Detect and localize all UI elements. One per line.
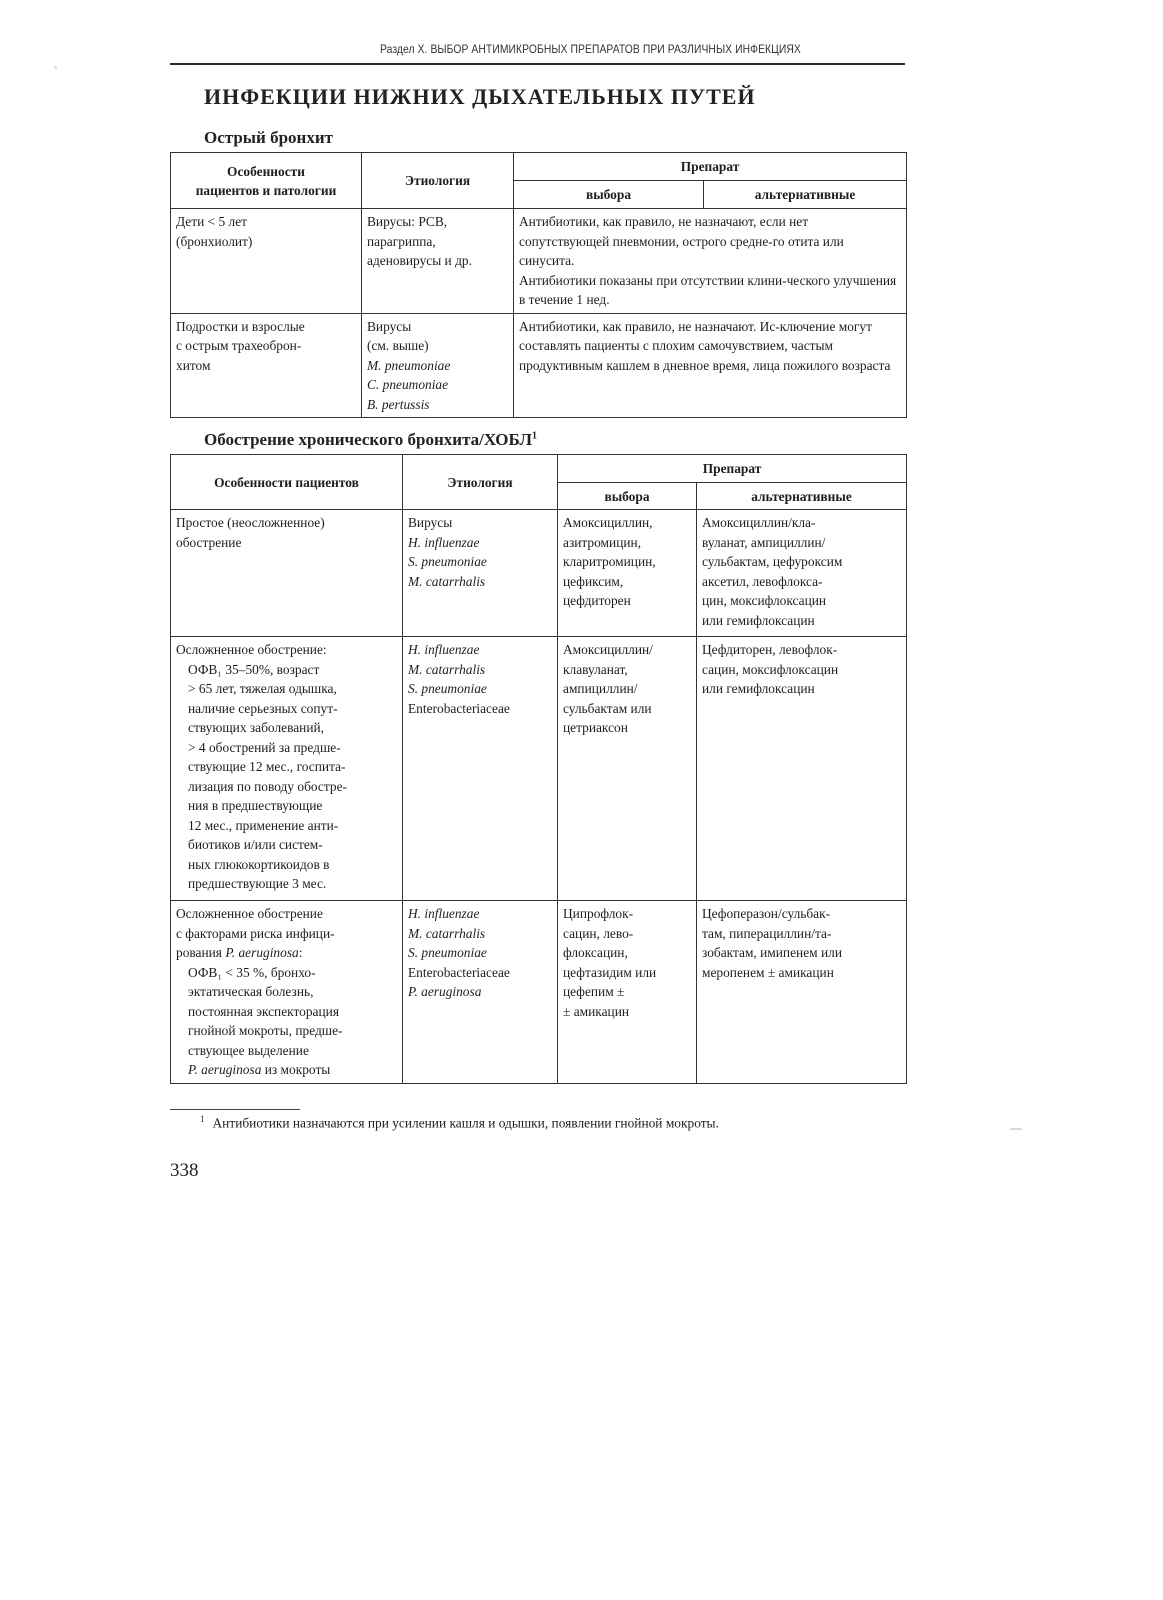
etiology-plain: Enterobacteriaceae <box>408 700 510 716</box>
features-last-organism: P. aeruginosa <box>188 1062 262 1077</box>
page-number: 338 <box>170 1160 199 1181</box>
cell-etiology <box>403 510 558 637</box>
header-alternative: альтернативные <box>697 483 907 510</box>
cell-drug: Антибиотики, как правило, не назначают, если нет сопутствующей пневмонии, острого средне-го отита или синусита. Антибиотики показаны при отсутствии клини-ческого улучшения в течение 1 нед. <box>514 209 907 314</box>
table-row <box>171 209 907 314</box>
section-title-copd-text: Обострение хронического бронхита/ХОБЛ <box>204 430 532 449</box>
table-row <box>171 313 907 418</box>
cell-features: Подростки и взрослые с острым трахеоброн- хитом <box>171 313 362 418</box>
copd-exacerbation-table <box>170 454 907 1084</box>
cell-etiology: Вирусы: РСВ, парагриппа, аденовирусы и др. <box>362 209 514 314</box>
etiology-organisms: H. influenzae S. pneumoniae M. catarrhalis <box>408 534 487 589</box>
cell-etiology <box>403 637 558 901</box>
cell-choice: Амоксициллин/ клавуланат, ампициллин/ сульбактам или цетриаксон <box>558 637 697 901</box>
features-lead-tail: : <box>298 945 303 960</box>
etiology-plain: Вирусы (см. выше) <box>367 318 429 353</box>
features-lead: Осложненное обострение: <box>176 642 327 657</box>
footnote <box>200 1114 719 1131</box>
scan-mark <box>54 66 57 69</box>
features-body: ОФВ₁ 35–50%, возраст > 65 лет, тяжелая одышка, наличие серьезных сопут- ствующих заболеваний, > 4 обострений за предше- ствующие 12 мес., госпита- лизация по поводу обостре- ния в предшествующие 12 мес., применение анти- биотиков и/или систем- ных глюкокортикоидов в предшествующие 3 мес. <box>188 661 347 891</box>
features-body: ОФВ₁ < 35 %, бронхо- эктатическая болезнь, постоянная экспекторация гнойной мокроты, предше- ствующее выделение <box>188 964 343 1058</box>
etiology-plain: Enterobacteriaceae <box>408 964 510 980</box>
cell-features <box>171 901 403 1084</box>
features-last-tail: из мокроты <box>261 1062 331 1077</box>
cell-etiology <box>362 313 514 418</box>
cell-alternative: Цефоперазон/сульбак- там, пиперациллин/та- зобактам, имипенем или меропенем ± амикацин <box>697 901 907 1084</box>
header-choice: выбора <box>514 181 704 209</box>
features-lead-organism: P. aeruginosa <box>225 945 299 960</box>
cell-alternative: Амоксициллин/кла- вуланат, ампициллин/ сульбактам, цефуроксим аксетил, левофлокса- цин, моксифлоксацин или гемифлоксацин <box>697 510 907 637</box>
header-choice: выбора <box>558 483 697 510</box>
header-features: Особенности пациентов <box>171 455 403 510</box>
cell-features <box>171 637 403 901</box>
table-row <box>171 901 907 1084</box>
header-drug: Препарат <box>514 153 907 181</box>
page-title: ИНФЕКЦИИ НИЖНИХ ДЫХАТЕЛЬНЫХ ПУТЕЙ <box>204 84 756 109</box>
header-drug: Препарат <box>558 455 907 483</box>
etiology-organism-extra: P. aeruginosa <box>408 984 482 999</box>
table-row <box>171 510 907 637</box>
cell-features: Простое (неосложненное) обострение <box>171 510 403 637</box>
footnote-ref: 1 <box>531 430 537 442</box>
cell-choice: Амоксициллин, азитромицин, кларитромицин, цефиксим, цефдиторен <box>558 510 697 637</box>
cell-features: Дети < 5 лет (бронхиолит) <box>171 209 362 314</box>
etiology-organisms: M. pneumoniae C. pneumoniae B. pertussis <box>367 357 451 412</box>
cell-choice: Ципрофлок- сацин, лево- флоксацин, цефтазидим или цефепим ± ± амикацин <box>558 901 697 1084</box>
footnote-text: Антибиотики назначаются при усилении кашля и одышки, появлении гнойной мокроты. <box>212 1115 719 1131</box>
cell-drug: Антибиотики, как правило, не назначают. Ис-ключение могут составлять пациенты с плохим самочувствием, частым продуктивным кашлем в дневное время, лица пожилого возраста <box>514 313 907 418</box>
etiology-organisms: H. influenzae M. catarrhalis S. pneumoniae <box>408 642 487 696</box>
section-title-copd <box>204 430 537 450</box>
header-alternative: альтернативные <box>704 181 907 209</box>
footnote-marker: 1 <box>200 1114 205 1124</box>
acute-bronchitis-table <box>170 152 907 418</box>
header-features: Особенности пациентов и патологии <box>171 153 362 209</box>
header-etiology: Этиология <box>403 455 558 510</box>
header-rule <box>170 63 905 65</box>
header-etiology: Этиология <box>362 153 514 209</box>
features-last-line <box>176 1060 397 1080</box>
scan-mark <box>1010 1128 1022 1130</box>
cell-etiology <box>403 901 558 1084</box>
table-row <box>171 637 907 901</box>
section-title-acute-bronchitis: Острый бронхит <box>204 128 333 147</box>
etiology-organisms: H. influenzae M. catarrhalis S. pneumoniae <box>408 906 487 960</box>
running-head: Раздел X. ВЫБОР АНТИМИКРОБНЫХ ПРЕПАРАТОВ ПРИ РАЗЛИЧНЫХ ИНФЕКЦИЯХ <box>380 42 801 56</box>
footnote-rule <box>170 1109 300 1110</box>
etiology-plain: Вирусы <box>408 515 453 530</box>
cell-alternative: Цефдиторен, левофлок- сацин, моксифлоксацин или гемифлоксацин <box>697 637 907 901</box>
features-lead: Осложненное обострение с факторами риска инфици- рования <box>176 906 335 960</box>
